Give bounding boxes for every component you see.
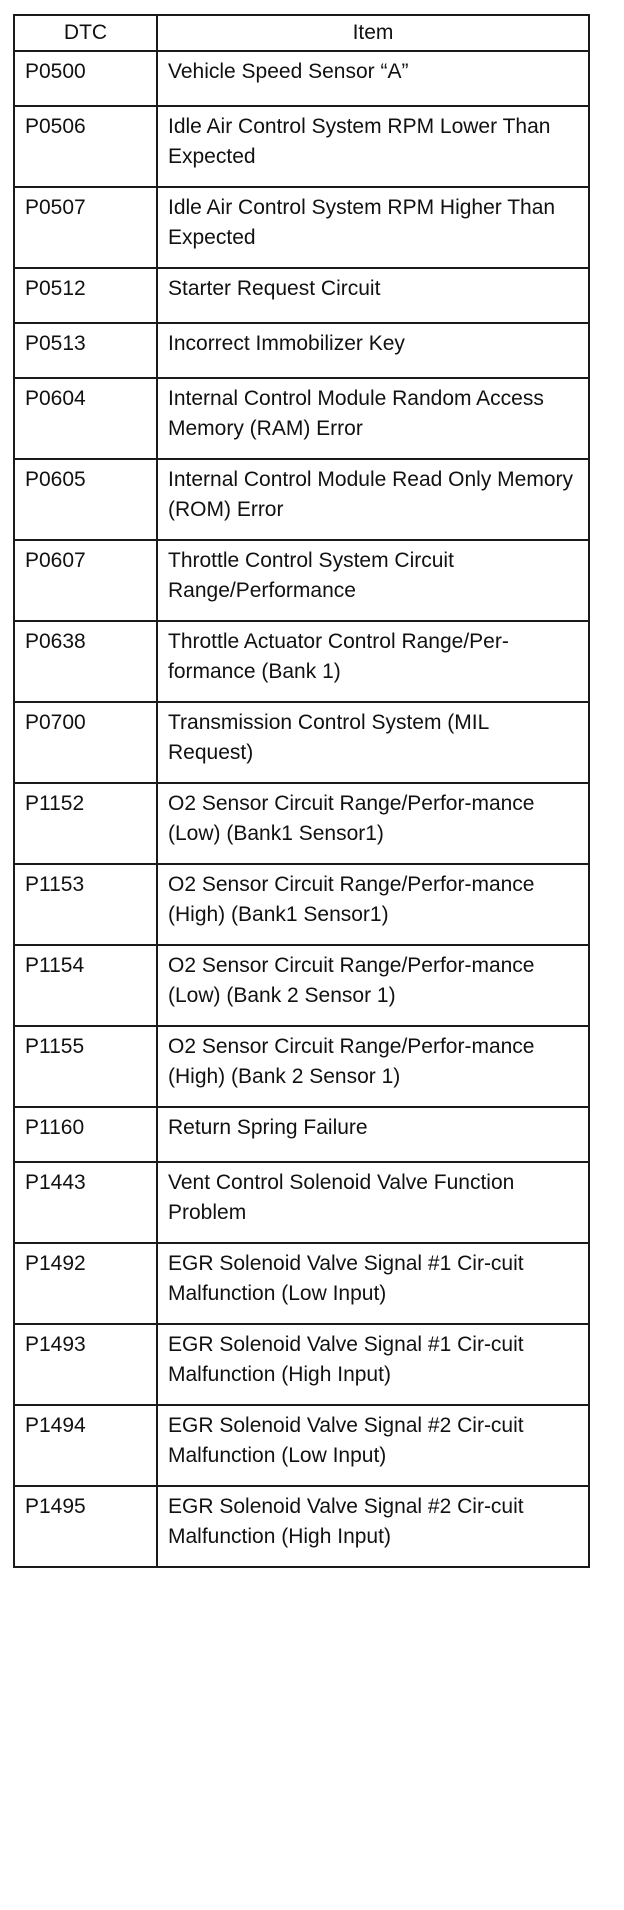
- header-item: Item: [157, 15, 589, 51]
- table-row: [14, 864, 589, 945]
- table-row: [14, 1486, 589, 1567]
- dtc-item: O2 Sensor Circuit Range/Perfor-mance (Low) (Bank 2 Sensor 1): [157, 945, 589, 1026]
- table-row: [14, 187, 589, 268]
- dtc-item: Incorrect Immobilizer Key: [157, 323, 589, 378]
- dtc-code: P1493: [14, 1324, 157, 1405]
- dtc-item: Return Spring Failure: [157, 1107, 589, 1162]
- table-row: [14, 268, 589, 323]
- dtc-item: O2 Sensor Circuit Range/Perfor-mance (High) (Bank1 Sensor1): [157, 864, 589, 945]
- dtc-item: Throttle Actuator Control Range/Per-formance (Bank 1): [157, 621, 589, 702]
- table-row: [14, 621, 589, 702]
- table-row: [14, 945, 589, 1026]
- table-header-row: [14, 15, 589, 51]
- table-row: [14, 540, 589, 621]
- dtc-item: O2 Sensor Circuit Range/Perfor-mance (High) (Bank 2 Sensor 1): [157, 1026, 589, 1107]
- table-row: [14, 1405, 589, 1486]
- dtc-item: Vehicle Speed Sensor “A”: [157, 51, 589, 106]
- dtc-code: P1152: [14, 783, 157, 864]
- dtc-item: EGR Solenoid Valve Signal #1 Cir-cuit Malfunction (Low Input): [157, 1243, 589, 1324]
- dtc-item: EGR Solenoid Valve Signal #1 Cir-cuit Malfunction (High Input): [157, 1324, 589, 1405]
- table-row: [14, 1243, 589, 1324]
- table-row: [14, 1324, 589, 1405]
- table-row: [14, 459, 589, 540]
- dtc-code: P0512: [14, 268, 157, 323]
- dtc-code: P1495: [14, 1486, 157, 1567]
- dtc-code: P0513: [14, 323, 157, 378]
- table-row: [14, 323, 589, 378]
- dtc-item: Throttle Control System Circuit Range/Performance: [157, 540, 589, 621]
- dtc-code: P0500: [14, 51, 157, 106]
- table-body: [14, 51, 589, 1567]
- dtc-item: O2 Sensor Circuit Range/Perfor-mance (Low) (Bank1 Sensor1): [157, 783, 589, 864]
- dtc-code: P1155: [14, 1026, 157, 1107]
- dtc-code: P1160: [14, 1107, 157, 1162]
- dtc-item: EGR Solenoid Valve Signal #2 Cir-cuit Malfunction (Low Input): [157, 1405, 589, 1486]
- table-row: [14, 106, 589, 187]
- table-row: [14, 702, 589, 783]
- dtc-item: Idle Air Control System RPM Higher Than Expected: [157, 187, 589, 268]
- dtc-table: [13, 14, 590, 1568]
- dtc-item: Internal Control Module Read Only Memory (ROM) Error: [157, 459, 589, 540]
- dtc-item: Vent Control Solenoid Valve Function Problem: [157, 1162, 589, 1243]
- dtc-code: P0506: [14, 106, 157, 187]
- dtc-item: EGR Solenoid Valve Signal #2 Cir-cuit Malfunction (High Input): [157, 1486, 589, 1567]
- dtc-code: P0604: [14, 378, 157, 459]
- table-row: [14, 1162, 589, 1243]
- dtc-code: P1494: [14, 1405, 157, 1486]
- table-row: [14, 783, 589, 864]
- header-dtc: DTC: [14, 15, 157, 51]
- dtc-code: P0607: [14, 540, 157, 621]
- dtc-code: P1443: [14, 1162, 157, 1243]
- dtc-item: Idle Air Control System RPM Lower Than Expected: [157, 106, 589, 187]
- dtc-code: P0700: [14, 702, 157, 783]
- table-row: [14, 51, 589, 106]
- table-row: [14, 378, 589, 459]
- dtc-code: P0605: [14, 459, 157, 540]
- dtc-code: P0638: [14, 621, 157, 702]
- dtc-item: Starter Request Circuit: [157, 268, 589, 323]
- dtc-code: P1153: [14, 864, 157, 945]
- table-row: [14, 1026, 589, 1107]
- dtc-code: P1154: [14, 945, 157, 1026]
- dtc-code: P1492: [14, 1243, 157, 1324]
- dtc-code: P0507: [14, 187, 157, 268]
- dtc-item: Internal Control Module Random Access Memory (RAM) Error: [157, 378, 589, 459]
- table-row: [14, 1107, 589, 1162]
- dtc-item: Transmission Control System (MIL Request): [157, 702, 589, 783]
